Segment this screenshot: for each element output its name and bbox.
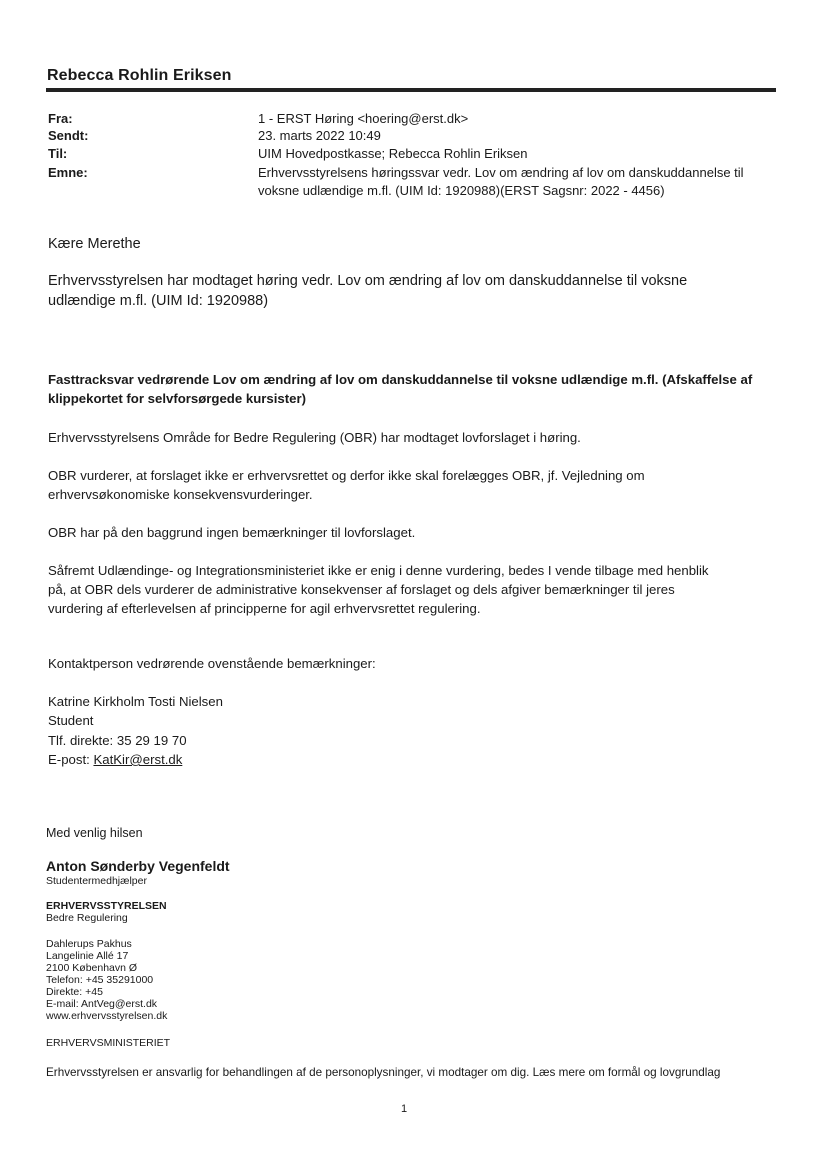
header-divider (46, 88, 776, 92)
paragraph-2-line-1: OBR vurderer, at forslaget ikke er erhvervsrettet og derfor ikke skal forelægges OBR, jf. Vejledning om (48, 468, 645, 483)
paragraph-4-line-2: på, at OBR dels vurderer de administrative konsekvenser af forslaget og dels afgiver bemærkninger til jeres (48, 582, 675, 597)
subject-line-2: voksne udlændige m.fl. (UIM Id: 1920988)(ERST Sagsnr: 2022 - 4456) (258, 183, 665, 198)
sent-value: 23. marts 2022 10:49 (258, 128, 381, 143)
paragraph-1: Erhvervsstyrelsens Område for Bedre Regulering (OBR) har modtaget lovforslaget i høring. (48, 430, 581, 445)
contact-phone: Tlf. direkte: 35 29 19 70 (48, 733, 187, 748)
signature-phone: Telefon: +45 35291000 (46, 974, 154, 986)
subject-line-1: Erhvervsstyrelsens høringssvar vedr. Lov om ændring af lov om danskuddannelse til (258, 165, 744, 180)
intro-line-1: Erhvervsstyrelsen har modtaget høring vedr. Lov om ændring af lov om danskuddannelse til voksne (48, 273, 688, 289)
signature-website: www.erhvervsstyrelsen.dk (46, 1010, 168, 1022)
subject-label: Emne: (48, 165, 88, 180)
from-value: 1 - ERST Høring <hoering@erst.dk> (258, 111, 469, 126)
mailbox-owner-name: Rebecca Rohlin Eriksen (47, 67, 232, 84)
from-label: Fra: (48, 111, 73, 126)
heading-line-2: klippekortet for selvforsørgede kursister) (48, 391, 306, 406)
contact-email-label: E-post: (48, 752, 94, 767)
privacy-notice: Erhvervsstyrelsen er ansvarlig for behandlingen af de personoplysninger, vi modtager om dig. Læs mere om formål og lovgrundlag (46, 1066, 721, 1079)
sent-label: Sendt: (48, 128, 89, 143)
address-line-2: Langelinie Allé 17 (46, 950, 129, 962)
contact-title: Student (48, 713, 94, 728)
signature-email: E-mail: AntVeg@erst.dk (46, 998, 158, 1010)
page-number: 1 (401, 1103, 408, 1115)
signature-name: Anton Sønderby Vegenfeldt (46, 858, 230, 874)
to-value: UIM Hovedpostkasse; Rebecca Rohlin Eriksen (258, 146, 528, 161)
contact-name: Katrine Kirkholm Tosti Nielsen (48, 694, 223, 709)
contact-email-link[interactable]: KatKir@erst.dk (93, 752, 183, 767)
signature-direct-phone: Direkte: +45 (46, 986, 103, 998)
paragraph-4-line-3: vurdering af efterlevelsen af principperne for agil erhvervsrettet regulering. (48, 601, 481, 616)
heading-line-1: Fasttracksvar vedrørende Lov om ændring af lov om danskuddannelse til voksne udlændige m.fl. (Afskaffelse af (48, 372, 753, 387)
signature-dept: Bedre Regulering (46, 912, 128, 924)
paragraph-3: OBR har på den baggrund ingen bemærkninger til lovforslaget. (48, 525, 416, 540)
greeting: Kære Merethe (48, 236, 141, 252)
contact-intro: Kontaktperson vedrørende ovenstående bemærkninger: (48, 656, 376, 671)
to-label: Til: (48, 146, 68, 161)
signature-org: ERHVERVSSTYRELSEN (46, 900, 167, 912)
address-line-3: 2100 København Ø (46, 962, 138, 974)
address-line-1: Dahlerups Pakhus (46, 938, 132, 950)
signature-role: Studentermedhjælper (46, 875, 147, 887)
closing: Med venlig hilsen (46, 826, 143, 840)
signature-ministry: ERHVERVSMINISTERIET (46, 1037, 171, 1049)
intro-line-2: udlændige m.fl. (UIM Id: 1920988) (48, 293, 269, 309)
paragraph-2-line-2: erhvervsøkonomiske konsekvensvurderinger. (48, 487, 313, 502)
contact-email-row (48, 750, 182, 769)
paragraph-4-line-1: Såfremt Udlændinge- og Integrationsministeriet ikke er enig i denne vurdering, bedes I vende tilbage med henblik (48, 563, 709, 578)
